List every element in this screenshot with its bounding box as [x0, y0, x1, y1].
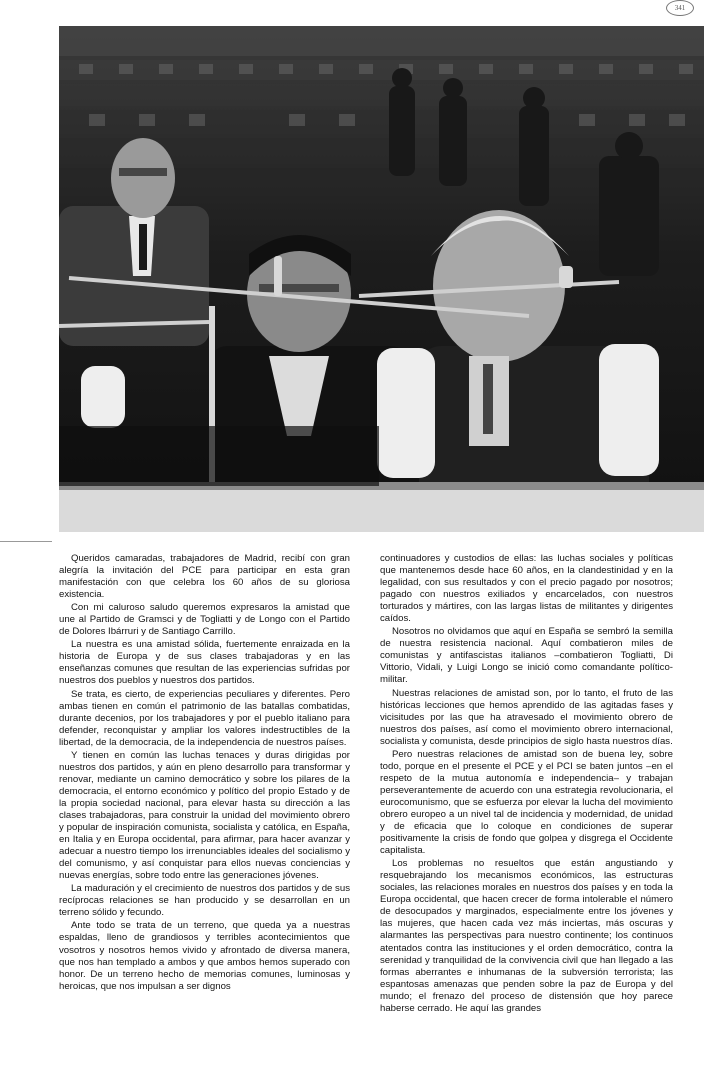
paragraph: continuadores y custodios de ellas: las luchas sociales y políticas que mantenemos desde hace 60 años, en la clandestinidad y en la legalidad, con sus resultados y con el precio pagado por nosotros; pagado con nuestros exiliados y encarcelados, con nuestros torturados y mártires, con las largas listas de militantes y dirigentes caídos. — [380, 553, 673, 625]
paragraph: Nuestras relaciones de amistad son, por lo tanto, el fruto de las históricas lecciones que hemos aprendido de las agitadas fases y vicisitudes por las que ha atravesado el movimiento obrero de nuestros dos países, así como el movimiento obrero internacional, socialista y comunista, desde principios de siglo hasta nuestros días. — [380, 687, 673, 747]
paragraph: Los problemas no resueltos que están angustiando y resquebrajando los mecanismos económicos, las estructuras sociales, las relaciones morales en nuestros dos países y en toda la Europa occidental, que hacen crecer de forma intolerable el número de desocupados y marginados, especialmente entre los jóvenes y las mujeres, que hacen cada vez más inciertas, más oscuras y alarmantes las perspectivas para nuestro continente; los continuos atentados contra las instituciones y el orden democrático, contra la serenidad y tranquilidad de la convivencia civil que han llegado a las formas aberrantes e inhumanas de la subversión terrorista; las espantosas amenazas que penden sobre la paz de Europa y del mundo; el frenazo del proceso de distensión que hoy parece haberse cerrado. He aquí las grandes — [380, 858, 673, 1014]
paragraph: Se trata, es cierto, de experiencias peculiares y diferentes. Pero ambas tienen en común el patrimonio de las batallas combatidas, durante decenios, por los trabajadores y por el pueblo italiano para defender, reconquistar y ampliar los valores indestructibles de la libertad, de la democracia, de la independencia de nuestros países. — [59, 688, 350, 748]
article-column-left — [59, 553, 350, 994]
article-column-right — [380, 553, 673, 1016]
paragraph: Queridos camaradas, trabajadores de Madrid, recibí con gran alegría la invitación del PCE para participar en esta gran manifestación con que celebra los 60 años de su gloriosa existencia. — [59, 553, 350, 601]
paragraph: La maduración y el crecimiento de nuestros dos partidos y de sus recíprocas relaciones se han producido y se desarrollan en un terreno sólido y fecundo. — [59, 883, 350, 919]
scan-edge-line — [0, 541, 52, 542]
paragraph: Nosotros no olvidamos que aquí en España se sembró la semilla de nuestra resistencia nacional. Aquí combatieron miles de comunistas y antifascistas italianos –combatieron Togliatti, Di Vittorio, Vidali, y Luigi Longo se inició como comandante político-militar. — [380, 626, 673, 686]
paragraph: La nuestra es una amistad sólida, fuertemente enraizada en la historia de Europa y de sus clases trabajadoras y en las enseñanzas comunes que resultan de las experiencias sufridas por nuestros dos pueblos y nuestros dos partidos. — [59, 639, 350, 687]
paragraph: Ante todo se trata de un terreno, que queda ya a nuestras espaldas, lleno de grandiosos y terribles acontecimientos que vosotros y nosotros hemos vivido y afrontado de diversa manera, que nos han templado a ambos y que ambos hemos superado con honor. De un terreno hecho de memorias comunes, luminosas y heroicas, que nos impulsan a ser dignos — [59, 920, 350, 992]
press-photo — [59, 26, 704, 532]
page-number-mark: 341 — [666, 0, 694, 16]
paragraph: Y tienen en común las luchas tenaces y duras dirigidas por nuestros dos partidos, y aún en pleno desarrollo para transformar y renovar, mediante un camino democrático y sobre los pilares de la democracia, el entorno económico y político del propio Estado y de la propia sociedad nacional, para elevar hasta su dirección a las clases trabajadoras, para construir la unidad del movimiento obrero y popular de inspiración comunista, socialista y católica, en España, en Italia y en Europa occidental, para afirmar, para hacer avanzar y adecuar a nuestro tiempo los irrenunciables ideales del socialismo y del comunismo, y así conquistar para ellos nuevas conciencias y nuevas energías, sobre todo entre las generaciones jóvenes. — [59, 749, 350, 882]
paragraph: Con mi caluroso saludo queremos expresaros la amistad que une al Partido de Gramsci y de Togliatti y de Longo con el Partido de Dolores Ibárruri y de Santiago Carrillo. — [59, 602, 350, 638]
paragraph: Pero nuestras relaciones de amistad son de buena ley, sobre todo, porque en el presente el PCE y el PCI se baten juntos –en el respeto de la mutua autonomía e independencia– y trabajan perseverantemente de acuerdo con una estrategia revolucionaria, el eurocomunismo, que se esfuerza por elevar la lucha del movimiento obrero europeo a un nivel tal de incidencia y modernidad, de unidad y de eficacia que lo coloque en condiciones de superar positivamente la crisis de fondo que golpea y disgrega el Occidente capitalista. — [380, 748, 673, 857]
